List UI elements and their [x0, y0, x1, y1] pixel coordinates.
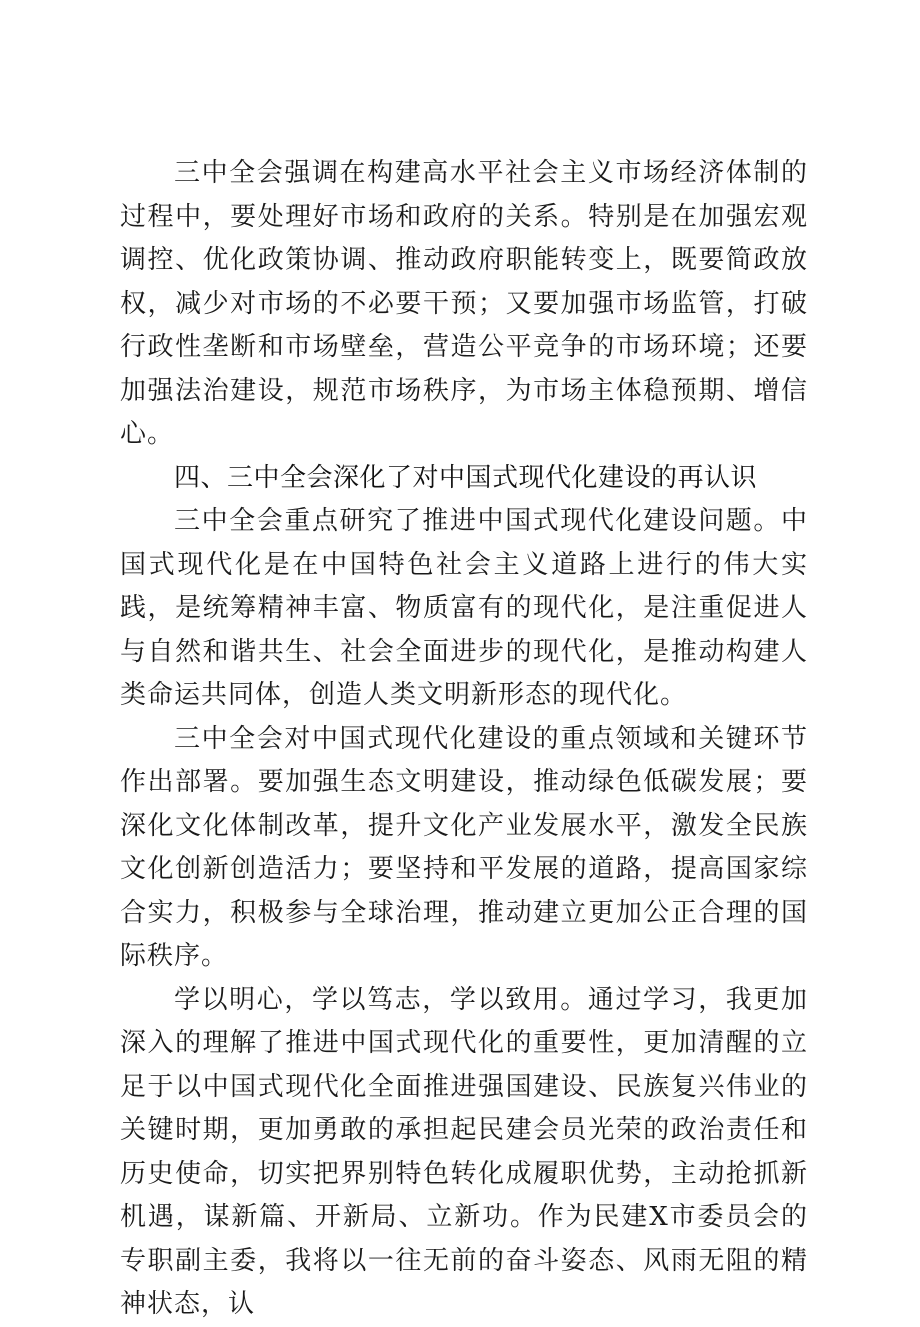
- document-page: [120, 152, 808, 1327]
- section-heading-4: 四、三中全会深化了对中国式现代化建设的再认识: [174, 462, 758, 493]
- paragraph-key-areas: 三中全会对中国式现代化建设的重点领域和关键环节作出部署。要加强生态文明建设，推动绿色低碳发展；要深化文化体制改革，提升文化产业发展水平，激发全民族文化创新创造活力；要坚持和平发展的道路，提高国家综合实力，积极参与全球治理，推动建立更加公正合理的国际秩序。: [120, 723, 808, 971]
- paragraph-personal-reflection: 学以明心，学以笃志，学以致用。通过学习，我更加深入的理解了推进中国式现代化的重要性，更加清醒的立足于以中国式现代化全面推进强国建设、民族复兴伟业的关键时期，更加勇敢的承担起民建会员光荣的政治责任和历史使命，切实把界别特色转化成履职优势，主动抢抓新机遇，谋新篇、开新局、立新功。作为民建X市委员会的专职副主委，我将以一往无前的奋斗姿态、风雨无阻的精神状态，认: [120, 984, 808, 1319]
- paragraph-modernization-research: 三中全会重点研究了推进中国式现代化建设问题。中国式现代化是在中国特色社会主义道路上进行的伟大实践，是统筹精神丰富、物质富有的现代化，是注重促进人与自然和谐共生、社会全面进步的现代化，是推动构建人类命运共同体，创造人类文明新形态的现代化。: [120, 506, 808, 710]
- paragraph-market-government: 三中全会强调在构建高水平社会主义市场经济体制的过程中，要处理好市场和政府的关系。特别是在加强宏观调控、优化政策协调、推动政府职能转变上，既要简政放权，减少对市场的不必要干预；又要加强市场监管，打破行政性垄断和市场壁垒，营造公平竞争的市场环境；还要加强法治建设，规范市场秩序，为市场主体稳预期、增信心。: [120, 158, 808, 449]
